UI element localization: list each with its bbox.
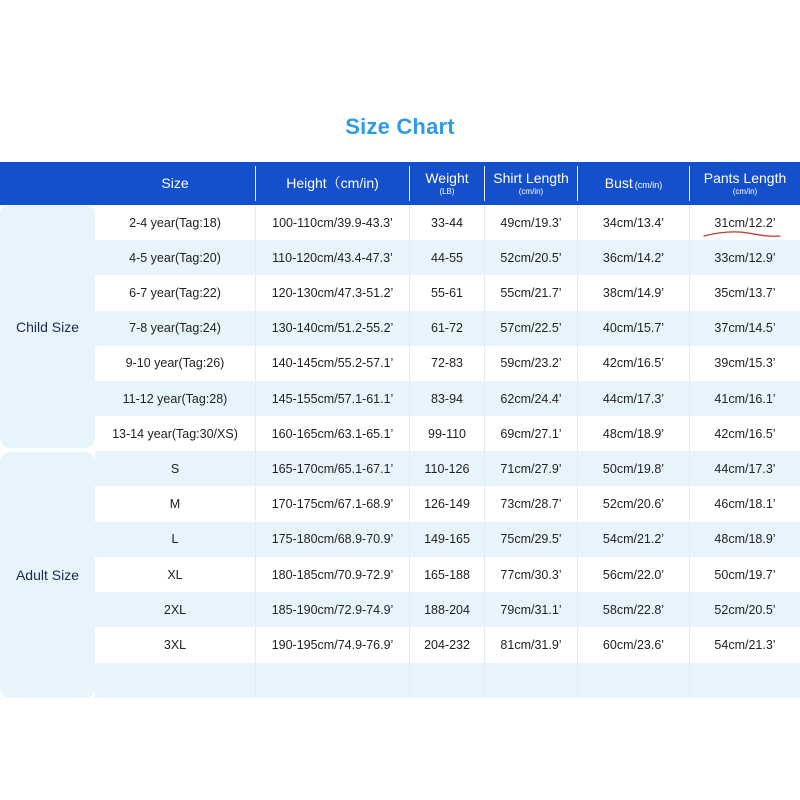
cell-size: 4-5 year(Tag:20) bbox=[129, 250, 221, 265]
cell-weight: 72-83 bbox=[431, 356, 463, 371]
cell-bust: 40cm/15.7’ bbox=[602, 321, 665, 336]
cell-shirt-length: 75cm/29.5’ bbox=[500, 532, 562, 547]
cell-bust: 54cm/21.2’ bbox=[602, 532, 665, 547]
cell-pants-length: 54cm/21.3’ bbox=[714, 637, 776, 652]
cell-bust: 36cm/14.2’ bbox=[602, 250, 665, 265]
cell-height: 140-145cm/55.2-57.1’ bbox=[271, 356, 394, 371]
header-bust-label: Bust bbox=[604, 175, 633, 192]
cell-weight: 83-94 bbox=[431, 391, 463, 406]
cell-bust: 38cm/14.9’ bbox=[602, 285, 665, 300]
column-divider bbox=[577, 205, 578, 698]
cell-bust: 48cm/18.9’ bbox=[602, 426, 665, 441]
cell-shirt-length bbox=[485, 663, 577, 698]
cell-size: L bbox=[171, 532, 179, 547]
cell-height bbox=[256, 663, 409, 698]
cell-weight: 188-204 bbox=[424, 602, 470, 617]
cell-height: 185-190cm/72.9-74.9’ bbox=[271, 602, 394, 617]
table-row bbox=[95, 487, 800, 522]
table-row bbox=[95, 381, 800, 416]
cell-size: 6-7 year(Tag:22) bbox=[129, 285, 221, 300]
cell-size bbox=[95, 663, 255, 698]
cell-height: 175-180cm/68.9-70.9’ bbox=[271, 532, 394, 547]
cell-pants-length: 46cm/18.1’ bbox=[714, 497, 776, 512]
column-divider bbox=[484, 205, 485, 698]
cell-pants-length: 48cm/18.9’ bbox=[714, 532, 776, 547]
table-row bbox=[95, 522, 800, 557]
cell-size: 7-8 year(Tag:24) bbox=[129, 321, 221, 336]
cell-shirt-length: 52cm/20.5’ bbox=[500, 250, 562, 265]
handwritten-underline-mark bbox=[702, 228, 782, 242]
cell-height: 130-140cm/51.2-55.2’ bbox=[271, 321, 394, 336]
cell-weight: 99-110 bbox=[428, 426, 466, 441]
cell-height: 180-185cm/70.9-72.9’ bbox=[271, 567, 394, 582]
header-pants-length-label: Pants Length bbox=[703, 169, 787, 186]
cell-pants-length: 44cm/17.3’ bbox=[714, 461, 776, 476]
table-row bbox=[95, 627, 800, 662]
cell-height: 190-195cm/74.9-76.9’ bbox=[271, 637, 394, 652]
cell-shirt-length: 59cm/23.2’ bbox=[500, 356, 562, 371]
cell-height: 160-165cm/63.1-65.1’ bbox=[271, 426, 394, 441]
cell-pants-length: 42cm/16.5’ bbox=[714, 426, 776, 441]
cell-size: 2-4 year(Tag:18) bbox=[129, 215, 221, 230]
table-row bbox=[95, 592, 800, 627]
cell-pants-length: 37cm/14.5’ bbox=[714, 321, 776, 336]
cell-shirt-length: 79cm/31.1’ bbox=[500, 602, 562, 617]
group-child-size: Child Size bbox=[0, 205, 95, 448]
column-divider bbox=[689, 205, 690, 698]
cell-pants-length: 41cm/16.1’ bbox=[714, 391, 776, 406]
header-shirt-length bbox=[485, 162, 577, 205]
header-weight-unit: (LB) bbox=[439, 186, 455, 196]
header-size bbox=[95, 162, 255, 205]
cell-bust: 42cm/16.5’ bbox=[602, 356, 665, 371]
header-shirt-length-unit: (cm/in) bbox=[518, 186, 544, 196]
cell-height: 165-170cm/65.1-67.1’ bbox=[271, 461, 394, 476]
cell-bust: 34cm/13.4’ bbox=[602, 215, 665, 230]
table-row bbox=[95, 240, 800, 275]
cell-pants-length: 39cm/15.3’ bbox=[714, 356, 776, 371]
cell-pants-length: 31cm/12.2’ bbox=[714, 215, 776, 230]
cell-pants-length: 52cm/20.5’ bbox=[714, 602, 776, 617]
cell-shirt-length: 77cm/30.3’ bbox=[500, 567, 562, 582]
cell-bust: 58cm/22.8’ bbox=[602, 602, 665, 617]
cell-shirt-length: 69cm/27.1’ bbox=[500, 426, 562, 441]
column-divider bbox=[409, 205, 410, 698]
header-shirt-length-label: Shirt Length bbox=[493, 169, 569, 186]
header-height-label: Height（cm/in) bbox=[286, 175, 379, 192]
cell-weight: 44-55 bbox=[431, 250, 463, 265]
table-row bbox=[95, 275, 800, 310]
table-row bbox=[95, 663, 800, 698]
cell-bust: 56cm/22.0’ bbox=[602, 567, 665, 582]
cell-size: M bbox=[169, 497, 181, 512]
table-row bbox=[95, 205, 800, 240]
cell-bust: 50cm/19.8’ bbox=[602, 461, 665, 476]
cell-shirt-length: 81cm/31.9’ bbox=[500, 637, 562, 652]
cell-shirt-length: 62cm/24.4’ bbox=[500, 391, 562, 406]
table-row bbox=[95, 311, 800, 346]
cell-height: 170-175cm/67.1-68.9’ bbox=[271, 497, 394, 512]
cell-size: 2XL bbox=[163, 602, 187, 617]
header-pants-length bbox=[690, 162, 800, 205]
cell-shirt-length: 71cm/27.9’ bbox=[500, 461, 562, 476]
cell-weight: 61-72 bbox=[431, 321, 463, 336]
cell-height: 100-110cm/39.9-43.3’ bbox=[272, 215, 393, 230]
header-weight bbox=[410, 162, 484, 205]
table-row bbox=[95, 451, 800, 486]
cell-size: 11-12 year(Tag:28) bbox=[122, 391, 228, 406]
header-size-label: Size bbox=[161, 175, 189, 192]
cell-pants-length: 50cm/19.7’ bbox=[714, 567, 776, 582]
cell-size: 3XL bbox=[163, 637, 187, 652]
cell-weight: 149-165 bbox=[424, 532, 470, 547]
header-pants-length-unit: (cm/in) bbox=[732, 186, 758, 196]
cell-shirt-length: 49cm/19.3’ bbox=[500, 215, 562, 230]
cell-weight: 204-232 bbox=[424, 637, 470, 652]
table-row bbox=[95, 346, 800, 381]
cell-shirt-length: 55cm/21.7’ bbox=[500, 285, 562, 300]
cell-size: 13-14 year(Tag:30/XS) bbox=[112, 426, 238, 441]
group-adult-size: Adult Size bbox=[0, 452, 95, 698]
header-height bbox=[256, 162, 409, 205]
cell-bust: 52cm/20.6’ bbox=[602, 497, 665, 512]
cell-bust: 60cm/23.6’ bbox=[602, 637, 665, 652]
cell-weight: 110-126 bbox=[424, 461, 470, 476]
cell-pants-length: 35cm/13.7’ bbox=[714, 285, 776, 300]
cell-size: S bbox=[170, 461, 180, 476]
page-title: Size Chart bbox=[345, 114, 455, 139]
cell-height: 110-120cm/43.4-47.3’ bbox=[272, 250, 393, 265]
cell-size: 9-10 year(Tag:26) bbox=[125, 356, 225, 371]
cell-shirt-length: 57cm/22.5’ bbox=[500, 321, 562, 336]
cell-height: 145-155cm/57.1-61.1’ bbox=[271, 391, 394, 406]
cell-weight: 165-188 bbox=[424, 567, 470, 582]
cell-height: 120-130cm/47.3-51.2’ bbox=[271, 285, 394, 300]
header-bust bbox=[578, 162, 689, 205]
column-divider bbox=[255, 205, 256, 698]
table-row bbox=[95, 416, 800, 451]
cell-shirt-length: 73cm/28.7’ bbox=[500, 497, 562, 512]
cell-weight: 33-44 bbox=[431, 215, 463, 230]
cell-pants-length: 33cm/12.9’ bbox=[714, 250, 776, 265]
header-weight-label: Weight bbox=[425, 169, 469, 186]
cell-bust: 44cm/17.3’ bbox=[602, 391, 665, 406]
header-bust-unit: (cm/in) bbox=[634, 180, 663, 191]
cell-weight: 55-61 bbox=[431, 285, 463, 300]
table-header bbox=[0, 162, 800, 205]
table-row bbox=[95, 557, 800, 592]
cell-pants-length bbox=[690, 663, 800, 698]
cell-weight: 126-149 bbox=[424, 497, 470, 512]
cell-bust bbox=[578, 663, 689, 698]
cell-size: XL bbox=[167, 567, 183, 582]
cell-weight bbox=[410, 663, 484, 698]
